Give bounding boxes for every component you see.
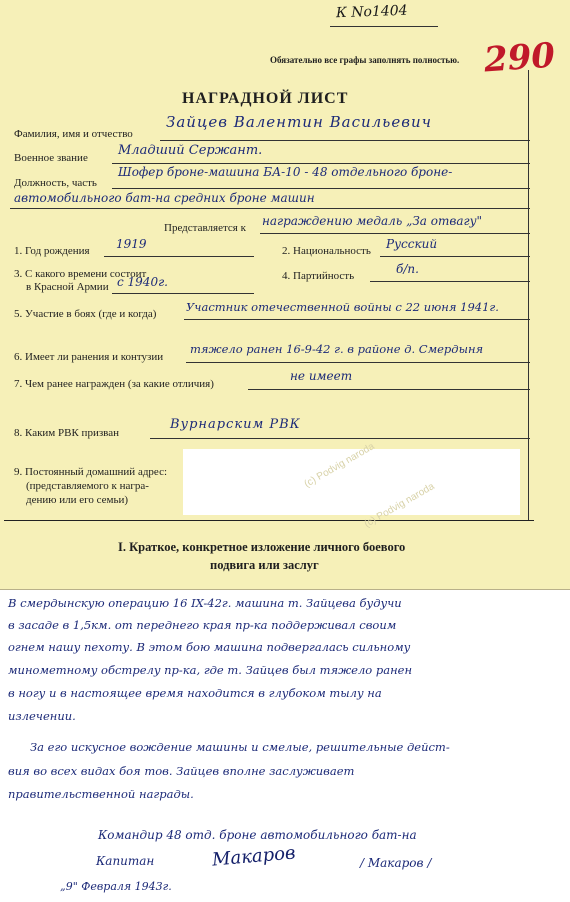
watermark: (c) Podvig naroda (302, 441, 377, 490)
red-army-label-1: 3. С какого времени состоит (14, 268, 147, 280)
battles-label: 5. Участие в боях (где и когда) (14, 308, 157, 320)
narrative-line: в ногу и в настоящее время находится в глубоком тылу на (8, 686, 382, 700)
narrative-line: В смердынскую операцию 16 IX-42г. машина т. Зайцева будучи (8, 596, 402, 610)
red-army-label-2: в Красной Армии (26, 281, 109, 293)
battles-line (184, 319, 530, 320)
page-title: НАГРАДНОЙ ЛИСТ (182, 90, 349, 107)
signature-date: „9" Февраля 1943г. (60, 880, 172, 893)
presented-value: награждению медаль „За отвагу" (262, 214, 483, 228)
birth-year-label: 1. Год рождения (14, 245, 90, 257)
birth-year-line (104, 256, 254, 257)
stamp-number: К No1404 (335, 2, 408, 22)
party-value: б/п. (396, 262, 419, 276)
signature-unit: Командир 48 отд. броне автомобильного бат-на (98, 828, 417, 842)
nationality-label: 2. Национальность (282, 245, 371, 257)
nationality-line (380, 256, 530, 257)
birth-year-value: 1919 (116, 237, 147, 251)
position-line-1 (112, 188, 530, 189)
position-line-2 (10, 208, 530, 209)
narrative-line: За его искусное вождение машины и смелые, решительные дейст- (30, 740, 450, 754)
position-value-2: автомобильного бат-на средних броне машин (14, 191, 315, 205)
required-notice: Обязательно все графы заполнять полностью. (270, 55, 460, 65)
rank-label: Военное звание (14, 152, 88, 164)
rank-line (112, 163, 530, 164)
wounds-line (186, 362, 530, 363)
narrative-line: минометному обстрелу пр-ка, где т. Зайцев был тяжело ранен (8, 663, 413, 677)
party-line (370, 281, 530, 282)
section-heading-1: I. Краткое, конкретное изложение личного боевого (118, 540, 406, 554)
watermark: (c) Podvig naroda (362, 481, 437, 530)
rank-value: Младший Сержант. (118, 143, 263, 158)
awards-line (248, 389, 530, 390)
red-army-line (112, 293, 254, 294)
section-heading-2: подвига или заслуг (210, 558, 319, 572)
address-label-3: дению или его семьи) (26, 494, 129, 506)
signature-mark: Макаров (211, 842, 297, 871)
nationality-value: Русский (386, 237, 438, 251)
stamp-number-underline (330, 26, 438, 27)
rvk-line (150, 438, 530, 439)
red-army-value: с 1940г. (117, 275, 168, 289)
address-label-1: 9. Постоянный домашний адрес: (14, 466, 168, 478)
signature-rank: Капитан (96, 854, 155, 868)
narrative-line: вия во всех видах боя тов. Зайцев вполне заслуживает (8, 764, 355, 778)
name-label: Фамилия, имя и отчество (14, 128, 133, 140)
name-line (160, 140, 530, 141)
signature-name: / Макаров / (360, 856, 432, 870)
rvk-value: Вурнарским РВК (170, 417, 301, 432)
page-number: 290 (482, 35, 557, 81)
presented-line (260, 233, 530, 234)
rvk-label: 8. Каким РВК призван (14, 427, 119, 439)
position-label: Должность, часть (14, 177, 97, 189)
right-margin-line (528, 70, 529, 520)
awards-value: не имеет (290, 369, 353, 383)
battles-value: Участник отечественной войны с 22 июня 1941г. (186, 300, 499, 314)
narrative-section (0, 590, 570, 902)
presented-label: Представляется к (164, 222, 246, 234)
narrative-line: в засаде в 1,5км. от переднего края пр-ка поддерживал своим (8, 618, 397, 632)
narrative-line: правительственной награды. (8, 787, 194, 801)
wounds-label: 6. Имеет ли ранения и контузии (14, 351, 164, 363)
section-rule (4, 520, 534, 521)
narrative-line: излечении. (8, 709, 76, 723)
party-label: 4. Партийность (282, 270, 355, 282)
narrative-line: огнем нашу пехоту. В этом бою машина подвергалась сильному (8, 640, 411, 654)
name-value: Зайцев Валентин Васильевич (166, 113, 432, 131)
address-label-2: (представляемого к награ- (26, 480, 149, 492)
awards-label: 7. Чем ранее награжден (за какие отличия) (14, 378, 214, 390)
position-value-1: Шофер броне-машина БА-10 - 48 отдельного броне- (118, 165, 453, 179)
wounds-value: тяжело ранен 16-9-42 г. в районе д. Смердыня (190, 342, 484, 356)
